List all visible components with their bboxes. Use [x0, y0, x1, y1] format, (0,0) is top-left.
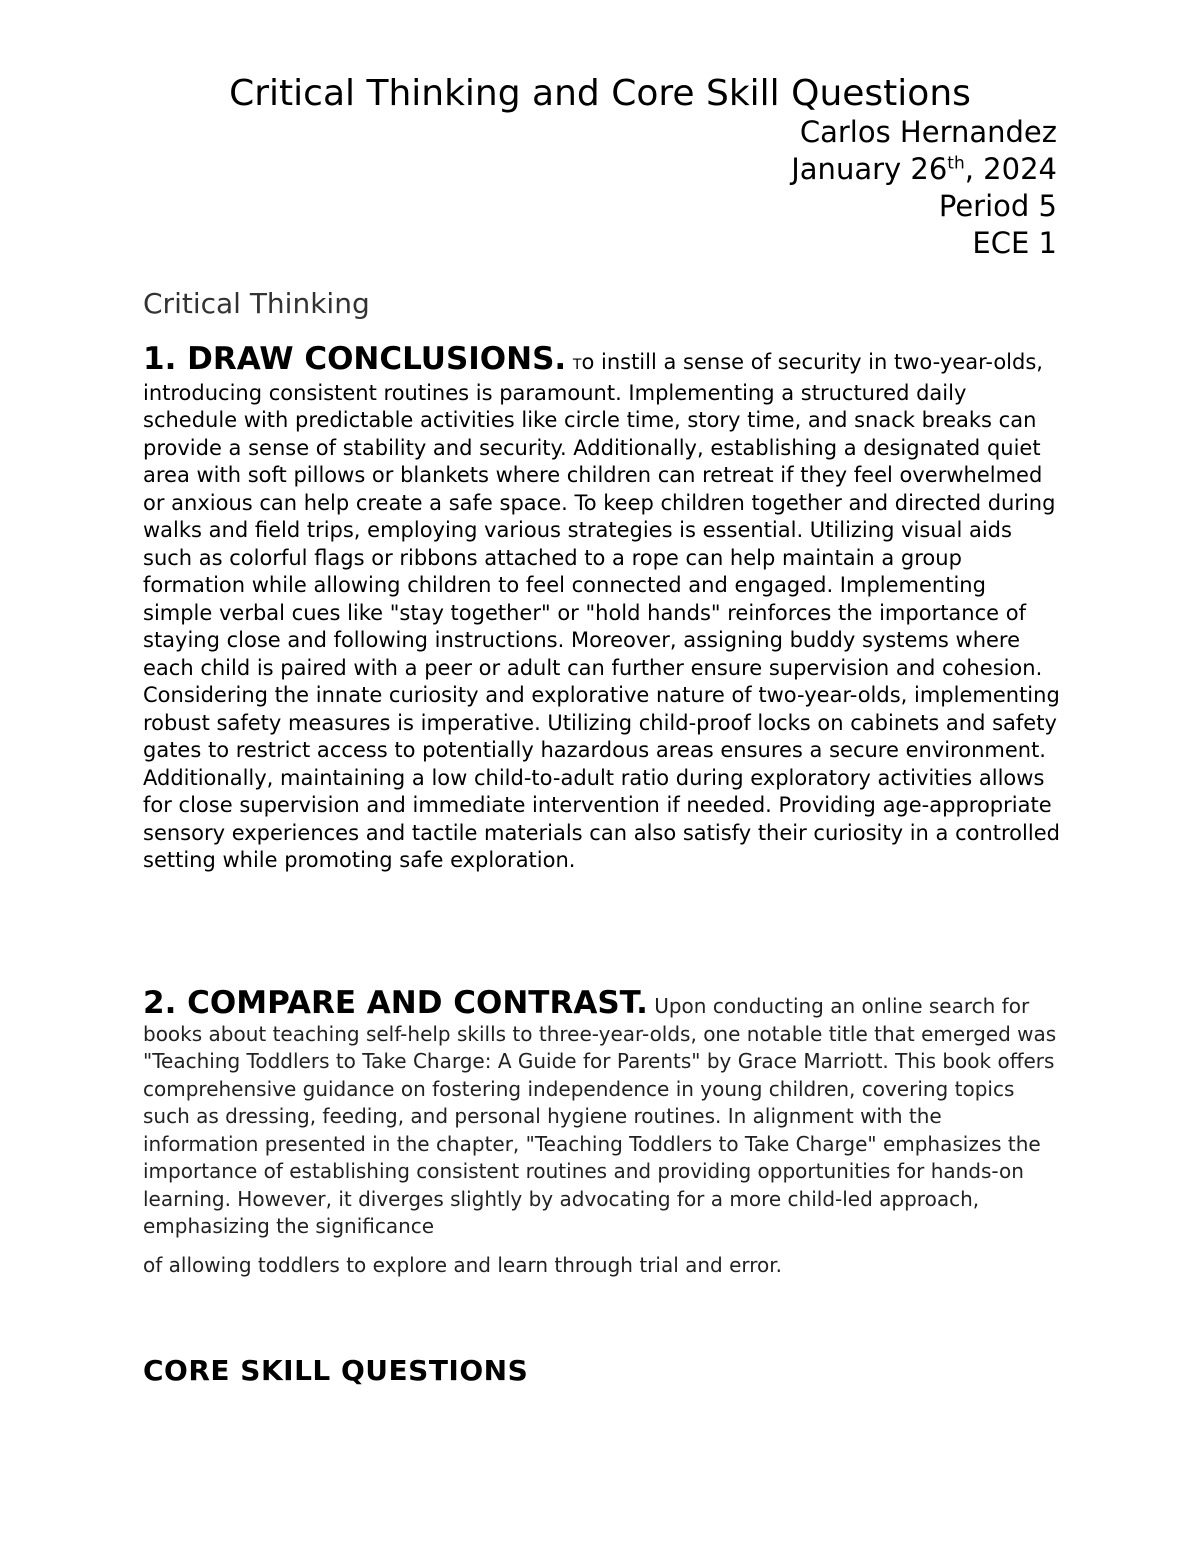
- document-date: [791, 151, 1057, 188]
- question-2-body: Upon conducting an online search for books about teaching self-help skills to three-year-olds, one notable title that emerged was "Teaching Toddlers to Take Charge: A Guide for Parents" by Grace Marriott. This book offers comprehensive guidance on fostering independence in young children, covering topics such as dressing, feeding, and personal hygiene routines. In alignment with the information presented in the chapter, "Teaching Toddlers to Take Charge" emphasizes the importance of establishing consistent routines and providing opportunities for hands-on learning. However, it diverges slightly by advocating for a more child-led approach, emphasizing the significance: [143, 994, 1057, 1238]
- document-title: Critical Thinking and Core Skill Questions: [229, 73, 971, 114]
- question-2-label: 2. COMPARE AND CONTRAST.: [143, 985, 648, 1021]
- date-prefix: January 26: [791, 152, 948, 186]
- course-name: ECE 1: [972, 226, 1057, 260]
- author-header: [791, 114, 1057, 262]
- question-1-paragraph: [143, 341, 1061, 875]
- date-suffix: , 2024: [964, 152, 1057, 186]
- section-heading-critical-thinking: Critical Thinking: [143, 287, 370, 320]
- section-heading-core-skills: CORE SKILL QUESTIONS: [143, 1354, 529, 1387]
- question-2-last-line: of allowing toddlers to explore and learn through trial and error.: [143, 1253, 783, 1277]
- question-1-label: 1. DRAW CONCLUSIONS.: [143, 341, 567, 377]
- question-2-paragraph: [143, 985, 1061, 1241]
- author-name: Carlos Hernandez: [799, 115, 1057, 149]
- class-period: Period 5: [938, 189, 1057, 223]
- date-superscript: th: [947, 153, 965, 174]
- question-1-first-letter: T: [572, 357, 582, 373]
- question-1-body: o instill a sense of security in two-year-olds, introducing consistent routines is paramount. Implementing a structured daily schedule with predictable activities like circle time, story time, and snack breaks can provide a sense of stability and security. Additionally, establishing a designated quiet area with soft pillows or blankets where children can retreat if they feel overwhelmed or anxious can help create a safe space. To keep children together and directed during walks and field trips, employing various strategies is essential. Utilizing visual aids such as colorful flags or ribbons attached to a rope can help maintain a group formation while allowing children to feel connected and engaged. Implementing simple verbal cues like "stay together" or "hold hands" reinforces the importance of staying close and following instructions. Moreover, assigning buddy systems where each child is paired with a peer or adult can further ensure supervision and cohesion. Considering the innate curiosity and explorative nature of two-year-olds, implementing robust safety measures is imperative. Utilizing child-proof locks on cabinets and safety gates to restrict access to potentially hazardous areas ensures a secure environment. Additionally, maintaining a low child-to-adult ratio during exploratory activities allows for close supervision and immediate intervention if needed. Providing age-appropriate sensory experiences and tactile materials can also satisfy their curiosity in a controlled setting while promoting safe exploration.: [143, 350, 1060, 872]
